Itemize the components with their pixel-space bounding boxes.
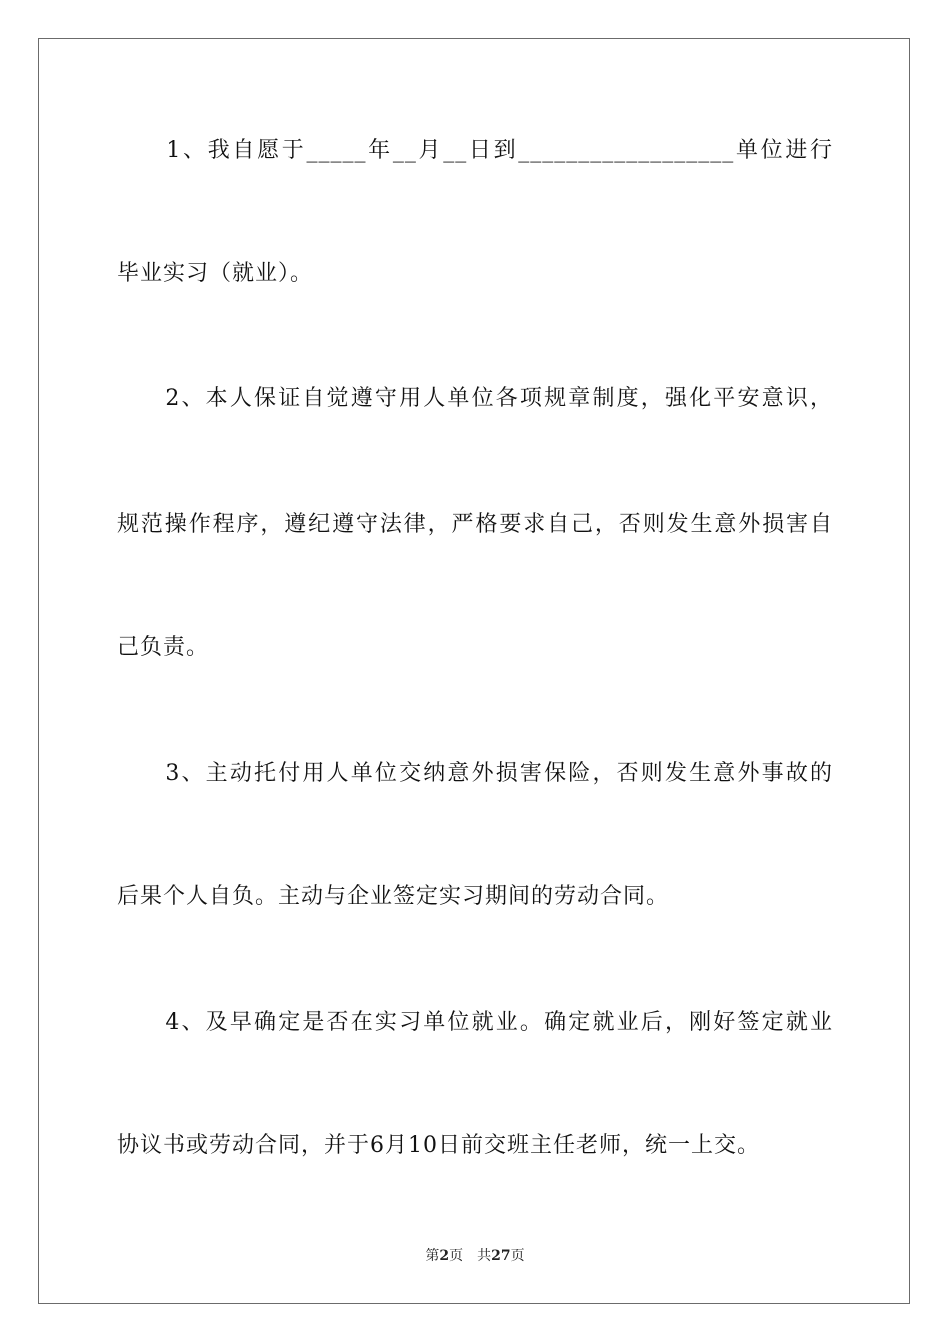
paragraph-1-line-2: 毕业实习（就业）。 — [117, 261, 314, 286]
paragraph-2-line-3: 己负责。 — [117, 635, 210, 660]
page-suffix: 页 — [449, 1248, 464, 1264]
paragraph-4-line-2: 协议书或劳动合同，并于6月10日前交班主任老师，统一上交。 — [117, 1133, 760, 1158]
total-suffix: 页 — [510, 1248, 525, 1264]
page-border — [38, 38, 910, 1304]
paragraph-2-line-1: 2、本人保证自觉遵守用人单位各项规章制度，强化平安意识， — [117, 386, 833, 411]
paragraph-3-line-1: 3、主动托付用人单位交纳意外损害保险，否则发生意外事故的 — [117, 761, 833, 786]
paragraph-2-line-2: 规范操作程序，遵纪遵守法律，严格要求自己，否则发生意外损害自 — [117, 512, 833, 537]
page-footer — [0, 1246, 950, 1266]
total-prefix: 共 — [477, 1248, 492, 1264]
paragraph-1-line-1: 1、我自愿于_____年__月__日到__________________单位进行 — [117, 138, 833, 163]
paragraph-3-line-2: 后果个人自负。主动与企业签定实习期间的劳动合同。 — [117, 884, 670, 909]
page-number: 2 — [439, 1248, 450, 1264]
page-prefix: 第 — [425, 1248, 440, 1264]
total-pages: 27 — [491, 1248, 511, 1264]
paragraph-4-line-1: 4、及早确定是否在实习单位就业。确定就业后，刚好签定就业 — [117, 1010, 833, 1035]
